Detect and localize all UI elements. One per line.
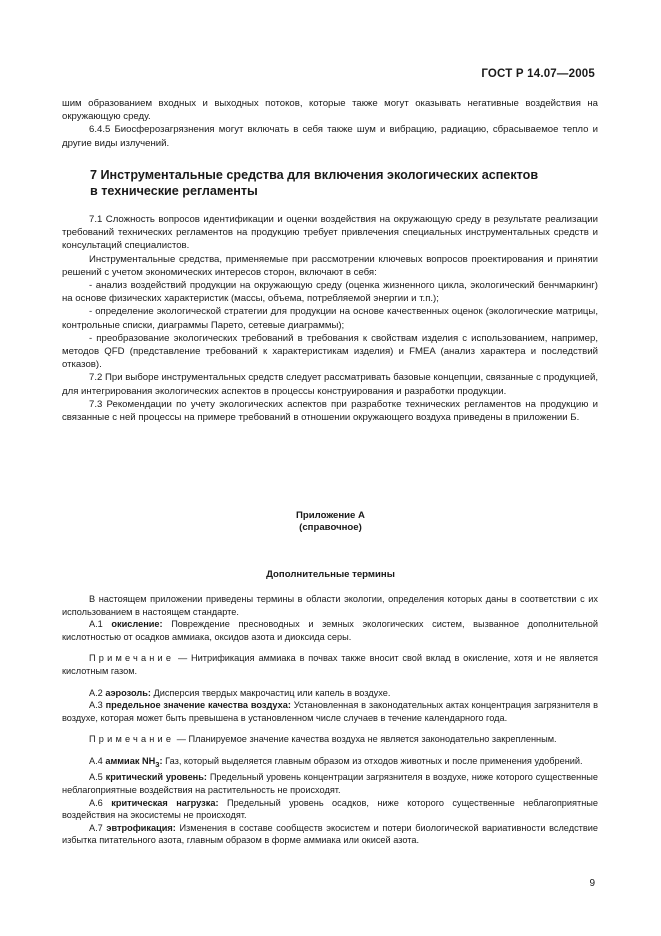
term-name: эвтрофикация: xyxy=(106,822,176,833)
appendix-heading: Дополнительные термины xyxy=(266,569,395,580)
list-item: - анализ воздействий продукции на окружающую среду (оценка жизненного цикла, экологический бенчмаркинг) на основе физических характеристик (массы, объема, потребляемой энергии и т.п.); xyxy=(62,280,598,305)
term-a1 xyxy=(62,618,598,643)
note xyxy=(62,733,598,746)
note-label: Примечание xyxy=(89,734,175,745)
term-a4 xyxy=(62,755,598,771)
term-name: аэрозоль: xyxy=(105,687,151,698)
note-text: — Планируемое значение качества воздуха не является законодательно закрепленным. xyxy=(176,734,557,745)
appendix-body xyxy=(62,593,598,847)
term-a3 xyxy=(62,699,598,724)
term-number: А.7 xyxy=(89,822,103,833)
term-name: критический уровень: xyxy=(105,772,207,783)
note-text: — Нитрификация аммиака в почвах также вносит свой вклад в окисление, хотя и не является кислотным газом. xyxy=(62,653,598,676)
paragraph: Инструментальные средства, применяемые при рассмотрении ключевых вопросов проектирования и принятии решений с учетом экономических интересов сторон, включают в себя: xyxy=(62,253,598,278)
page-number: 9 xyxy=(589,878,595,889)
term-a7 xyxy=(62,822,598,847)
term-colon: : xyxy=(159,755,163,766)
term-number: А.2 xyxy=(89,687,103,698)
subscript: 3 xyxy=(155,759,160,769)
term-number: А.5 xyxy=(89,772,103,783)
section-title-line: в технические регламенты xyxy=(90,184,258,198)
term-definition: Дисперсия твердых макрочастиц или капель в воздухе. xyxy=(153,687,391,698)
paragraph-6-4-5: 6.4.5 Биосферозагрязнения могут включать в себя также шум и вибрацию, радиацию, сбрасываемое тепло и другие виды излучений. xyxy=(62,124,598,149)
term-a2 xyxy=(62,687,598,700)
document-id: ГОСТ Р 14.07—2005 xyxy=(481,68,595,80)
paragraph-7-3: 7.3 Рекомендации по учету экологических аспектов при разработке технических регламентов на продукцию и связанные с ней процессы на примере требований в отношении окружающего воздуха приведены в приложении Б. xyxy=(62,398,598,424)
term-definition: Предельный уровень концентрации загрязнителя в воздухе, ниже которого существенные неблагоприятные воздействия на растительность не происходят. xyxy=(62,772,598,795)
note xyxy=(62,652,598,677)
appendix-intro: В настоящем приложении приведены термины в области экологии, определения которых даны в соответствии с их использованием в настоящем стандарте. xyxy=(62,594,598,617)
term-definition: Установленная в законодательных актах концентрация загрязнителя в воздухе, которая может быть превышена в установленном числе случаев в течение календарного года. xyxy=(62,700,598,723)
term-definition: Повреждение пресноводных и земных экологических систем, вызванное дополнительной кислотностью от осадков аммиака, оксидов азота и диоксида серы. xyxy=(62,619,598,642)
term-definition: Предельный уровень осадков, ниже которого существенные неблагоприятные воздействия на экосистемы не происходят. xyxy=(62,797,599,821)
term-number: А.3 xyxy=(89,700,103,711)
paragraph-7-1: 7.1 Сложность вопросов идентификации и оценки воздействия на окружающую среду в результате реализации требований технических регламентов на продукцию требует привлечения специальных инструментальных средств и консультаций специалистов. xyxy=(62,214,598,252)
term-name: аммиак NH xyxy=(105,755,156,766)
list-item: - определение экологической стратегии для продукции на основе качественных оценок (экологические матрицы, контрольные списки, диаграммы Парето, сетевые диаграммы); xyxy=(62,306,598,331)
section-title-line: 7 Инструментальные средства для включения экологических аспектов xyxy=(90,168,539,182)
term-definition: Газ, который выделяется главным образом из отходов животных и после применения удобрений. xyxy=(165,755,583,766)
term-a6 xyxy=(62,797,598,822)
term-name: критическая нагрузка: xyxy=(111,797,219,808)
note-label: Примечание xyxy=(89,653,175,664)
term-a5 xyxy=(62,771,598,796)
term-number: А.1 xyxy=(89,619,103,630)
appendix-title: Приложение А xyxy=(296,510,365,521)
intro-text xyxy=(62,97,598,150)
term-number: А.6 xyxy=(89,797,103,808)
section-7-body xyxy=(62,213,598,424)
section-7-title xyxy=(90,167,590,199)
term-number: А.4 xyxy=(89,755,103,766)
paragraph-7-2: 7.2 При выборе инструментальных средств следует рассматривать базовые концепции, связанные с продукцией, для интегрирования экологических аспектов в процессы конструирования и разработки продукции. xyxy=(62,372,598,397)
appendix-subtitle: (справочное) xyxy=(299,522,362,533)
term-name: окисление: xyxy=(111,619,163,630)
list-item: - преобразование экологических требований в требования к свойствам изделия с использованием, например, методов QFD (представление требований к характеристикам изделия) и FMEA (анализ характера и последствий отказов). xyxy=(62,332,598,371)
term-name: предельное значение качества воздуха: xyxy=(105,700,291,711)
paragraph: шим образованием входных и выходных потоков, которые также могут оказывать негативные воздействия на окружающую среду. xyxy=(62,98,598,123)
term-definition: Изменения в составе сообществ экосистем и потери биологической вариативности вследствие избытка питательного азота, главным образом в форме аммиака или окисей азота. xyxy=(62,822,598,846)
